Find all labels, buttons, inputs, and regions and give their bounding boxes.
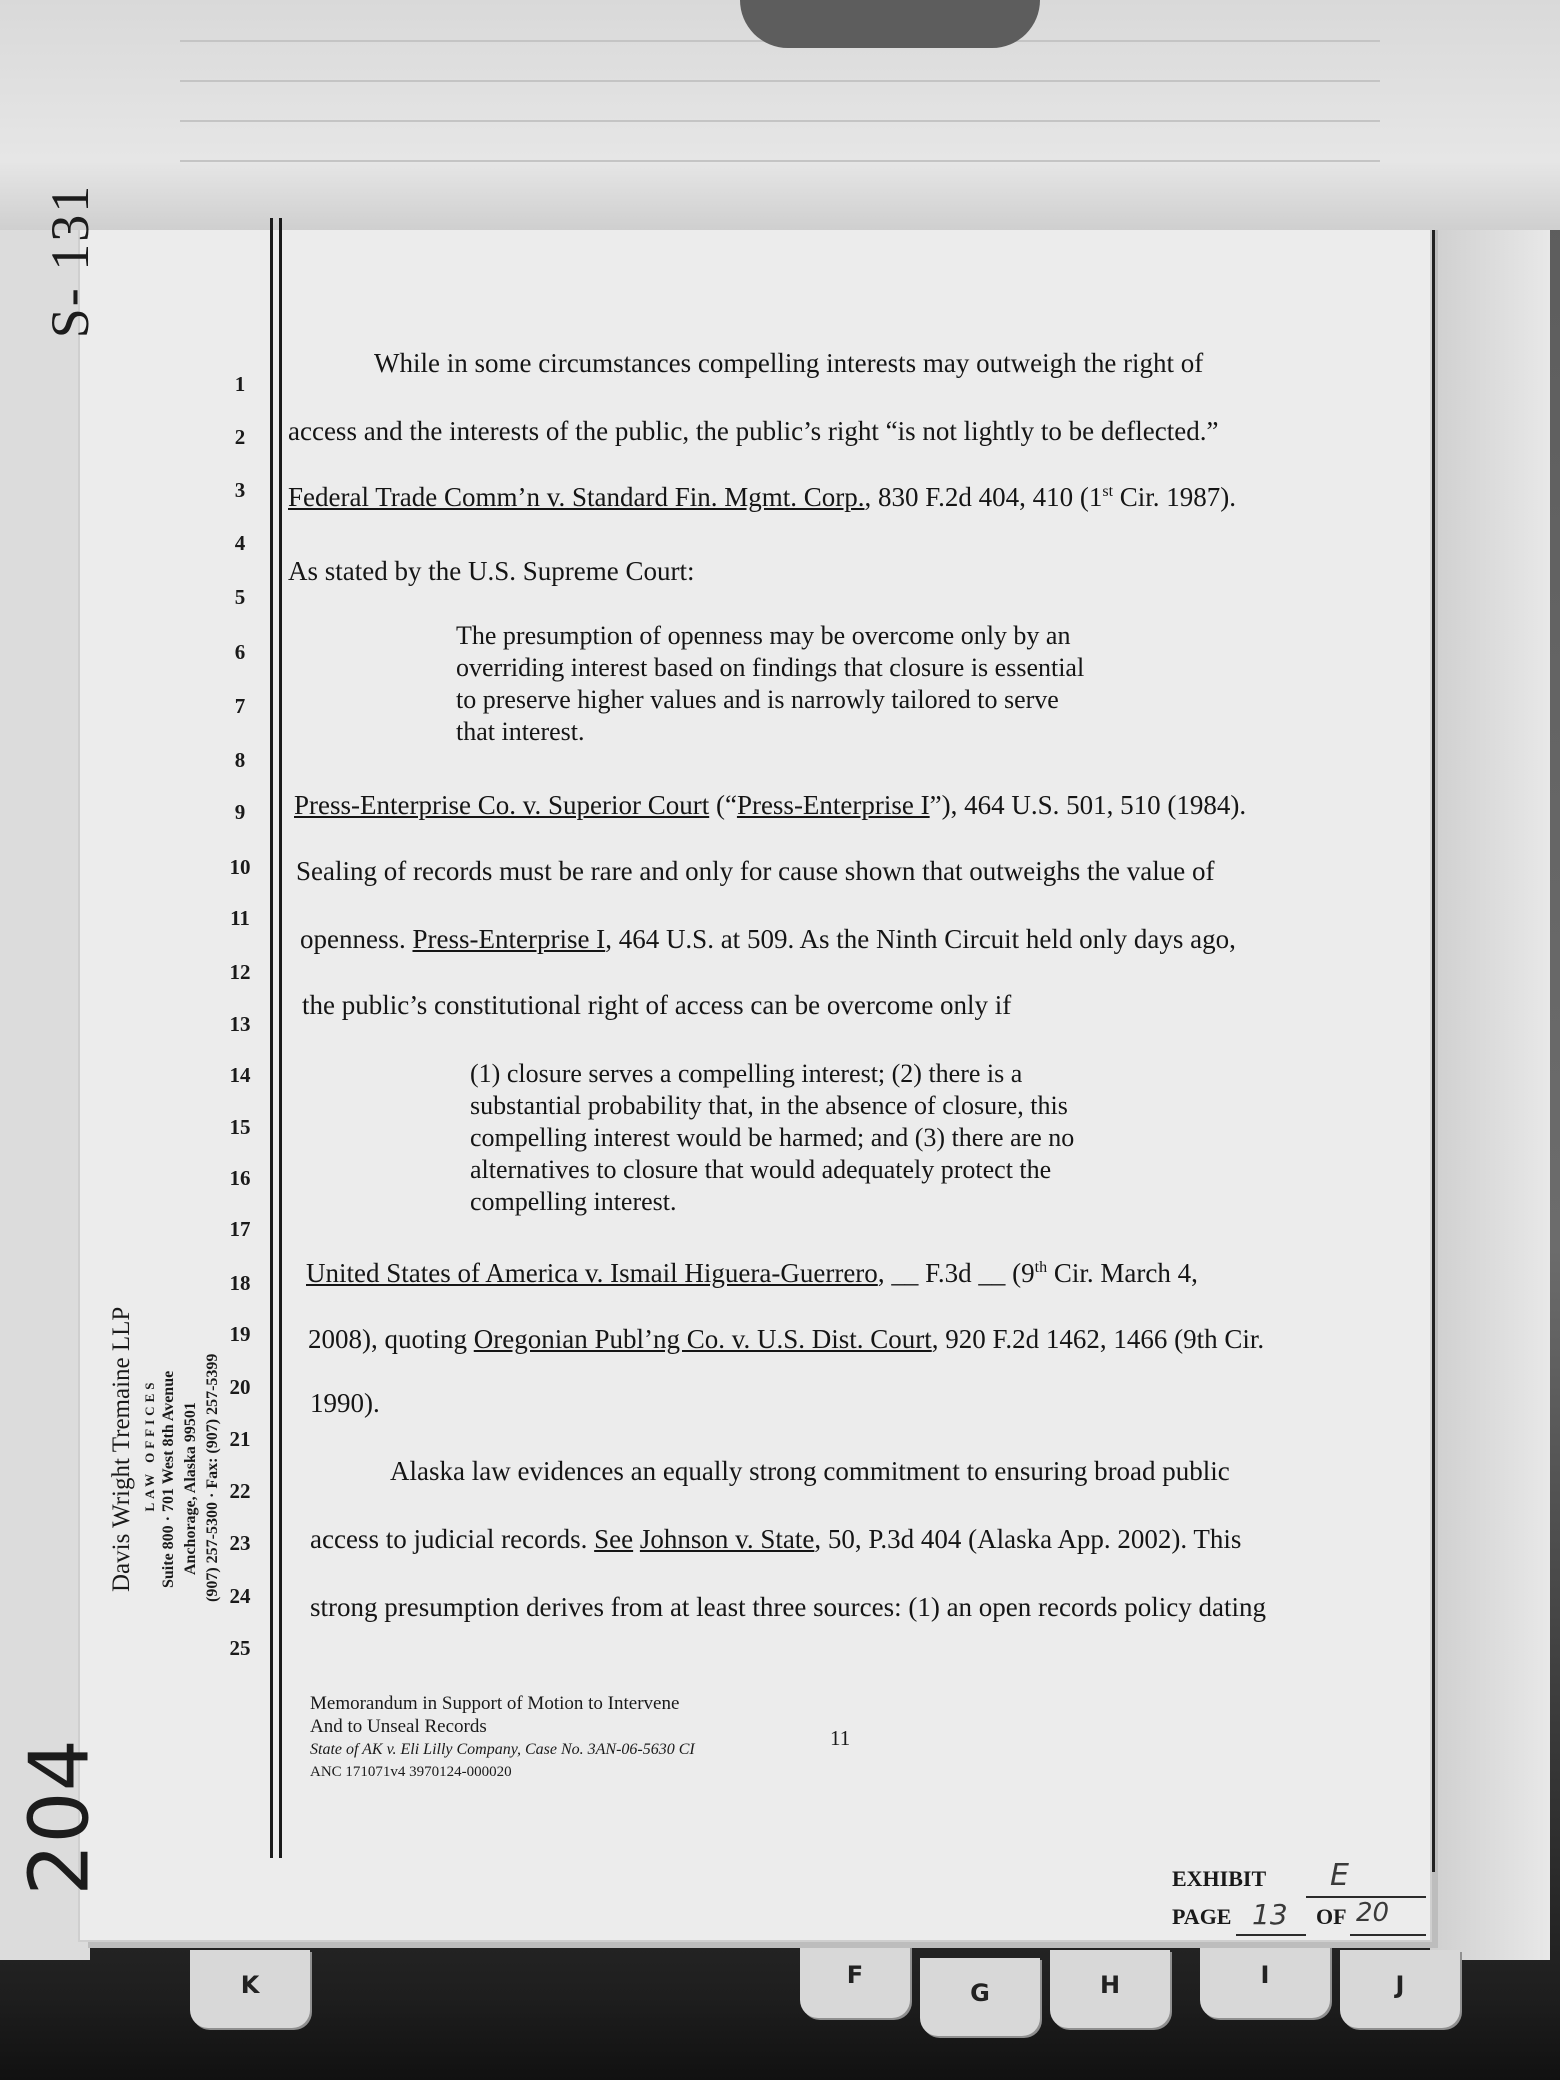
block-quote-2: (1) closure serves a compelling interest; (2) there is a substantial probability that, in the absence of closure, this compelling interest would be harmed; and (3) there are no alternatives to closure that would adequately protect the compelling interest. bbox=[470, 1059, 1075, 1216]
line-number: 24 bbox=[229, 1584, 251, 1608]
line-number: 20 bbox=[229, 1375, 251, 1399]
line-number: 7 bbox=[234, 694, 246, 718]
line-number: 10 bbox=[229, 855, 251, 879]
body-line-4: As stated by the U.S. Supreme Court: bbox=[288, 556, 695, 586]
body-line-10: Sealing of records must be rare and only for cause shown that outweighs the value of bbox=[296, 856, 1215, 886]
line-number: 3 bbox=[234, 478, 246, 502]
body-line-12: the public’s constitutional right of access can be overcome only if bbox=[302, 990, 1012, 1020]
line-number: 1 bbox=[234, 372, 246, 396]
line-number: 21 bbox=[229, 1427, 251, 1451]
block-quote-1: The presumption of openness may be overcome only by an overriding interest based on findings that closure is essential to preserve higher values and is narrowly tailored to serve that interest. bbox=[456, 621, 1085, 746]
tab-g[interactable]: G bbox=[920, 1958, 1040, 2036]
firm-phone: (907) 257-5300 · Fax: (907) 257-5399 bbox=[204, 1353, 221, 1602]
firm-address-1: Suite 800 · 701 West 8th Avenue bbox=[160, 1370, 177, 1588]
line-number: 6 bbox=[234, 640, 246, 664]
exhibit-stamp-top: S- 131 bbox=[40, 183, 100, 339]
tab-f[interactable]: F bbox=[800, 1940, 910, 2018]
firm-subtitle: LAW OFFICES bbox=[142, 1378, 157, 1512]
line-number: 19 bbox=[229, 1322, 251, 1346]
citation-higuera: United States of America v. Ismail Higuera-Guerrero bbox=[306, 1258, 878, 1288]
exhibit-value: E bbox=[1330, 1858, 1349, 1893]
body-line-21: Alaska law evidences an equally strong commitment to ensuring broad public bbox=[390, 1456, 1230, 1486]
of-underline bbox=[1350, 1934, 1426, 1936]
thumb-shadow bbox=[740, 0, 1040, 48]
line-number: 8 bbox=[234, 748, 246, 772]
body-line-19: 2008), quoting Oregonian Publ’ng Co. v. U.S. Dist. Court, 920 F.2d 1462, 1466 (9th Cir. bbox=[308, 1324, 1265, 1354]
exhibit-label: EXHIBIT bbox=[1172, 1866, 1267, 1891]
citation-press-enterprise: Press-Enterprise Co. v. Superior Court bbox=[294, 790, 710, 820]
line-number: 11 bbox=[230, 906, 250, 930]
left-double-rule-b bbox=[279, 218, 282, 1858]
firm-info bbox=[108, 1292, 136, 1592]
page-number: 11 bbox=[830, 1726, 851, 1750]
body-line-20: 1990). bbox=[310, 1388, 380, 1418]
body-line-2: access and the interests of the public, the public’s right “is not lightly to be deflected.” bbox=[288, 416, 1219, 446]
previous-page-flap bbox=[0, 0, 1560, 230]
line-number: 4 bbox=[234, 531, 246, 555]
body-line-1: While in some circumstances compelling interests may outweigh the right of bbox=[374, 348, 1204, 378]
body-line-3: Federal Trade Comm’n v. Standard Fin. Mgmt. Corp., 830 F.2d 404, 410 (1st Cir. 1987). bbox=[288, 482, 1237, 512]
tab-h[interactable]: H bbox=[1050, 1950, 1170, 2028]
body-line-23: strong presumption derives from at least three sources: (1) an open records policy dating bbox=[310, 1592, 1266, 1622]
citation-ftc: Federal Trade Comm’n v. Standard Fin. Mgmt. Corp. bbox=[288, 482, 865, 512]
line-number: 9 bbox=[234, 800, 246, 824]
page-underline bbox=[1236, 1934, 1306, 1936]
exhibit-page-value: 13 bbox=[1252, 1898, 1288, 1931]
exhibit-of-value: 20 bbox=[1356, 1898, 1390, 1928]
line-number: 16 bbox=[229, 1166, 251, 1190]
body-line-18: United States of America v. Ismail Higuera-Guerrero, __ F.3d __ (9th Cir. March 4, bbox=[306, 1258, 1198, 1288]
line-number: 23 bbox=[229, 1531, 251, 1555]
line-number: 22 bbox=[229, 1479, 251, 1503]
body-line-9: Press-Enterprise Co. v. Superior Court (“Press-Enterprise I”), 464 U.S. 501, 510 (1984). bbox=[294, 790, 1247, 820]
page-stack-edge bbox=[1430, 160, 1550, 1960]
line-number: 12 bbox=[229, 960, 251, 984]
body-line-22: access to judicial records. See Johnson v. State, 50, P.3d 404 (Alaska App. 2002). This bbox=[310, 1524, 1242, 1554]
body-line-11: openness. Press-Enterprise I, 464 U.S. at 509. As the Ninth Circuit held only days ago, bbox=[300, 924, 1236, 954]
firm-address-2: Anchorage, Alaska 99501 bbox=[182, 1402, 199, 1575]
tab-j[interactable]: J bbox=[1340, 1950, 1460, 2028]
firm-subtitle-block bbox=[142, 1345, 158, 1545]
right-margin-rule bbox=[1432, 172, 1435, 1872]
handwritten-number: 204 bbox=[12, 1739, 108, 1896]
left-double-rule-a bbox=[270, 218, 273, 1858]
firm-name: Davis Wright Tremaine LLP bbox=[108, 1306, 135, 1592]
citation-oregonian: Oregonian Publ’ng Co. v. U.S. Dist. Court bbox=[473, 1324, 932, 1354]
line-number: 2 bbox=[234, 425, 246, 449]
line-number: 15 bbox=[229, 1115, 251, 1139]
line-number: 14 bbox=[229, 1063, 251, 1087]
exhibit-of-label: OF bbox=[1316, 1904, 1347, 1929]
line-number: 13 bbox=[229, 1012, 251, 1036]
tab-k[interactable]: K bbox=[190, 1950, 310, 2028]
document-footer: Memorandum in Support of Motion to Intervene And to Unseal Records State of AK v. Eli Lilly Company, Case No. 3AN-06-5630 CI ANC 171071v4 3970124-000020 bbox=[310, 1693, 695, 1780]
line-number: 17 bbox=[229, 1217, 251, 1241]
line-number: 25 bbox=[229, 1636, 251, 1660]
tab-i[interactable]: I bbox=[1200, 1940, 1330, 2018]
line-number: 5 bbox=[234, 585, 246, 609]
line-number: 18 bbox=[229, 1271, 251, 1295]
exhibit-page-label: PAGE bbox=[1172, 1904, 1232, 1929]
citation-johnson: Johnson v. State bbox=[639, 1524, 815, 1554]
